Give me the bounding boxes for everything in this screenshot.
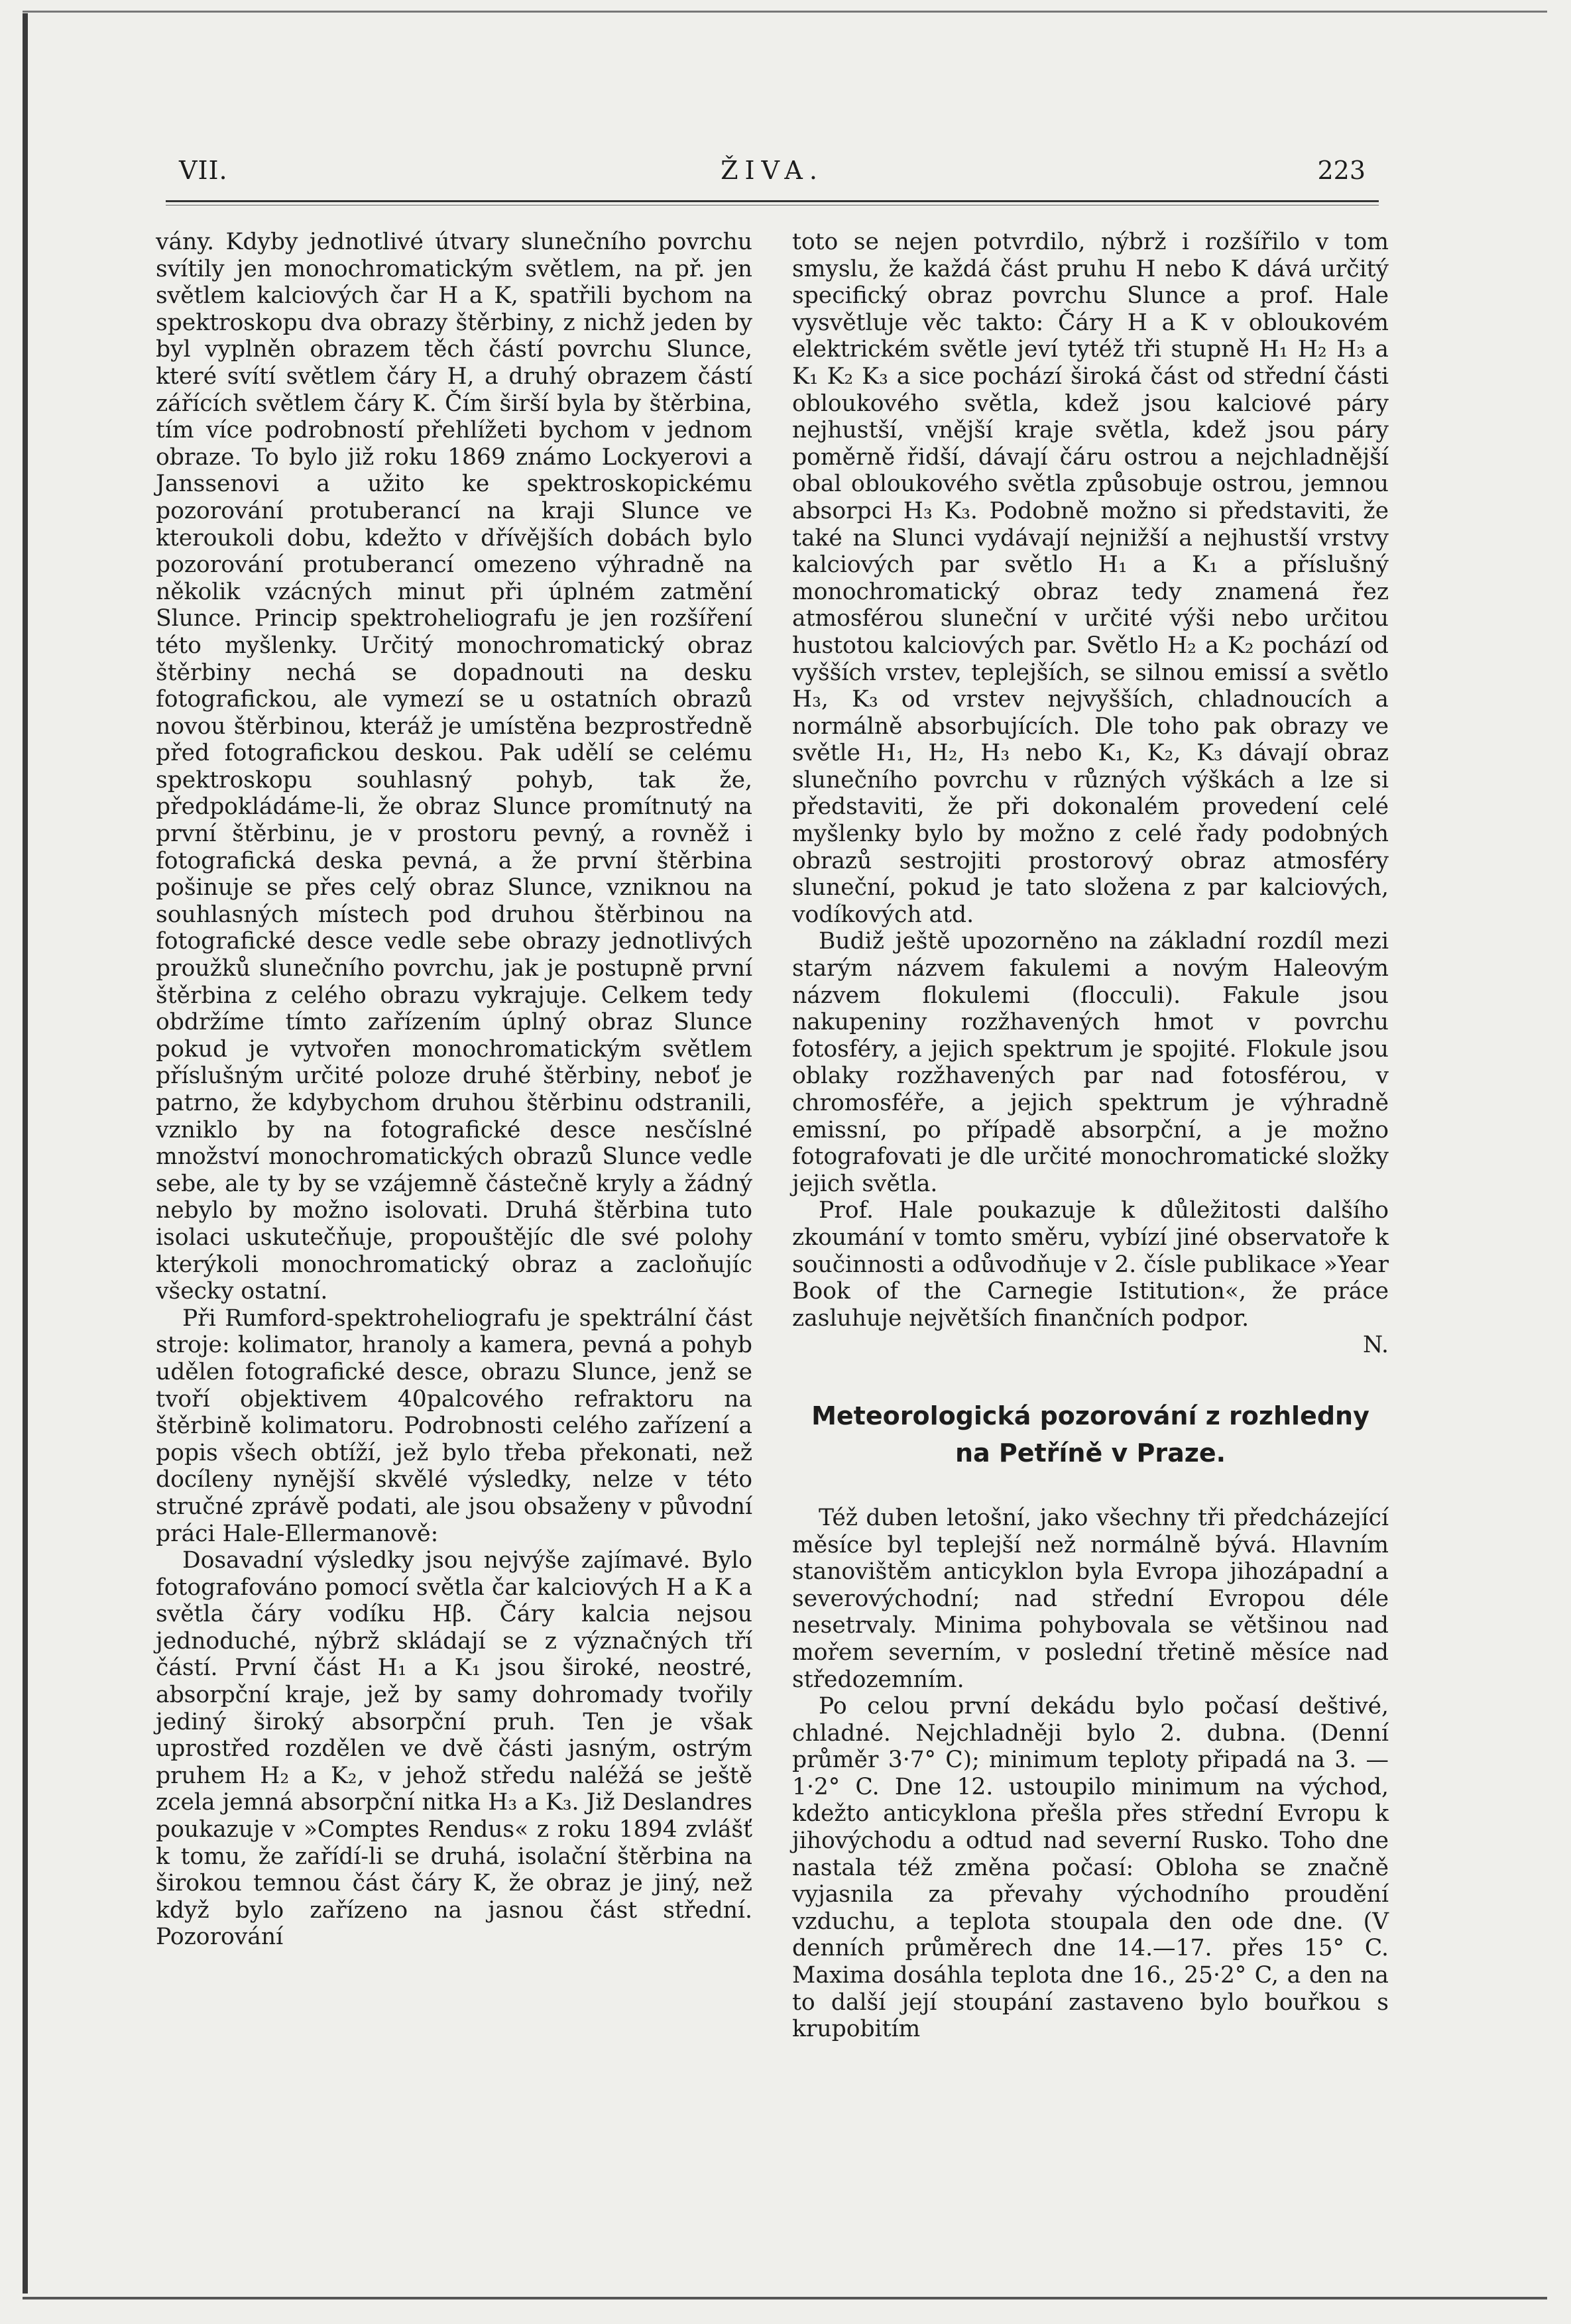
paragraph: Dosavadní výsledky jsou nejvýše zajímavé. Bylo fotografováno pomocí světla čar kalciových H a K a světla čáry vodíku Hβ. Čáry kalcia nejsou jednoduché, nýbrž skládají se z význačných tří částí. První část H₁ a K₁ jsou široké, neostré, absorpční kraje, jež by samy dohromady tvořily jediný široký absorpční pruh. Ten je však uprostřed rozdělen ve dvě části jasným, ostrým pruhem H₂ a K₂, v jehož středu naléžá se ještě zcela jemná absorpční nitka H₃ a K₃. Již Deslandres poukazuje v »Comptes Rendus« z roku 1894 zvlášť k tomu, že zařídí-li se druhá, isolační štěrbina na širokou temnou část čáry K, že obraz je jiný, než když bylo zařízeno na jasnou část střední. Pozorování bbox=[156, 1547, 752, 1951]
page-edge-top bbox=[23, 11, 1547, 13]
page-number: 223 bbox=[1317, 156, 1366, 185]
left-column bbox=[156, 229, 752, 1951]
paragraph: Po celou první dekádu bylo počasí deštivé, chladné. Nejchladněji bylo 2. dubna. (Denní průměr 3·7° C); minimum teploty připadá na 3. —1·2° C. Dne 12. ustoupilo minimum na východ, kdežto anticyklona přešla přes střední Evropu k jihovýchodu a odtud nad severní Rusko. Toho dne nastala též změna počasí: Obloha se značně vyjasnila za převahy východního proudění vzduchu, a teplota stoupala den ode dne. (V denních průměrech dne 14.—17. přes 15° C. Maxima dosáhla teplota dne 16., 25·2° C, a den na to další její stoupání zastaveno bylo bouřkou s krupobitím bbox=[792, 1693, 1389, 2043]
journal-title: ŽIVA. bbox=[721, 156, 824, 185]
paragraph: Též duben letošní, jako všechny tři předcházející měsíce byl teplejší než normálně bývá. Hlavním stanovištěm anticyklon byla Evropa jihozápadní a severovýchodní; nad střední Evropou déle nesetrvaly. Minima pohybovala se většinou nad mořem severním, v poslední třetině měsíce nad středozemním. bbox=[792, 1504, 1389, 1693]
header-rule bbox=[166, 200, 1379, 202]
author-signature: N. bbox=[1363, 1332, 1389, 1359]
volume-number: VII. bbox=[179, 156, 228, 185]
running-header bbox=[166, 156, 1379, 196]
section-heading: Meteorologická pozorování z rozhledny na Petříně v Praze. bbox=[811, 1401, 1369, 1468]
paragraph: Budiž ještě upozorněno na základní rozdíl mezi starým názvem fakulemi a novým Haleovým názvem flokulemi (flocculi). Fakule jsou nakupeniny rozžhavených hmot v povrchu fotosféry, a jejich spektrum je spojité. Flokule jsou oblaky rozžhavených par nad fotosférou, v chromosféře, a jejich spektrum je výhradně emissní, po případě absorpční, a je možno fotografovati je dle určité monochromatické složky jejich světla. bbox=[792, 928, 1389, 1197]
paragraph: vány. Kdyby jednotlivé útvary slunečního povrchu svítily jen monochromatickým světlem, na př. jen světlem kalciových čar H a K, spatřili bychom na spektroskopu dva obrazy štěrbiny, z nichž jeden by byl vyplněn obrazem těch částí povrchu Slunce, které svítí světlem čáry H, a druhý obrazem částí zářících světlem čáry K. Čím širší byla by štěrbina, tím více podrobností přehlížeti bychom v jednom obraze. To bylo již roku 1869 známo Lockyerovi a Janssenovi a užito ke spektroskopickému pozorování protuberancí na kraji Slunce ve kteroukoli dobu, kdežto v dřívějších dobách bylo pozorování protuberancí omezeno výhradně na několik vzácných minut při úplném zatmění Slunce. Princip spektroheliografu je jen rozšíření této myšlenky. Určitý monochromatický obraz štěrbiny nechá se dopadnouti na desku fotografickou, ale vymezí se u ostatních obrazů novou štěrbinou, kteráž je umístěna bezprostředně před fotografickou deskou. Pak udělí se celému spektroskopu souhlasný pohyb, tak že, předpokládáme-li, že obraz Slunce promítnutý na první štěrbinu, je v prostoru pevný, a rovněž i fotografická deska pevná, a že první štěrbina pošinuje se přes celý obraz Slunce, vzniknou na souhlasných místech pod druhou štěrbinou na fotografické desce vedle sebe obrazy jednotlivých proužků slunečního povrchu, jak je postupně první štěrbina z celého obrazu vykrajuje. Celkem tedy obdržíme tímto zařízením úplný obraz Slunce pokud je vytvořen monochromatickým světlem příslušným určité poloze druhé štěrbiny, neboť je patrno, že kdybychom druhou štěrbinu odstranili, vzniklo by na fotografické desce nesčíslné množství monochromatických obrazů Slunce vedle sebe, ale ty by se vzájemně částečně kryly a žádný nebylo by možno isolovati. Druhá štěrbina tuto isolaci uskutečňuje, propouštějíc dle své polohy kterýkoli monochromatický obraz a zacloňujíc všecky ostatní. bbox=[156, 229, 752, 1305]
right-column bbox=[792, 229, 1389, 2043]
paragraph: toto se nejen potvrdilo, nýbrž i rozšířilo v tom smyslu, že každá část pruhu H nebo K dává určitý specifický obraz povrchu Slunce a prof. Hale vysvětluje věc takto: Čáry H a K v obloukovém elektrickém světle jeví tytéž tři stupně H₁ H₂ H₃ a K₁ K₂ K₃ a sice pochází široká část od střední části obloukového světla, kdež jsou kalciové páry nejhustší, vnější kraje světla, kdež jsou páry poměrně řidší, dávají čáru ostrou a nejchladnější obal obloukového světla způsobuje ostrou, jemnou absorpci H₃ K₃. Podobně možno si představiti, že také na Slunci vydávají nejnižší a nejhustší vrstvy kalciových par světlo H₁ a K₁ a příslušný monochromatický obraz tedy znamená řez atmosférou sluneční v určité výši nebo určitou hustotou kalciových par. Světlo H₂ a K₂ pochází od vyšších vrstev, teplejších, se silnou emissí a světlo H₃, K₃ od vrstev nejvyšších, chladnoucích a normálně absorbujících. Dle toho pak obrazy ve světle H₁, H₂, H₃ nebo K₁, K₂, K₃ dávají obraz slunečního povrchu v různých výškách a lze si představiti, že při dokonalém provedení celé myšlenky bylo by možno z celé řady podobných obrazů sestrojiti prostorový obraz atmosféry sluneční, pokud je tato složena z par kalciových, vodíkových atd. bbox=[792, 229, 1389, 928]
page-edge bbox=[23, 13, 28, 2294]
paragraph: Při Rumford-spektroheliografu je spektrální část stroje: kolimator, hranoly a kamera, pevná a pohyb udělen fotografické desce, obrazu Slunce, jenž se tvoří objektivem 40palcového refraktoru na štěrbině kolimatoru. Podrobnosti celého zařízení a popis všech obtíží, jež bylo třeba překonati, než docíleny nynější skvělé výsledky, nelze v této stručné zprávě podati, ale jsou obsaženy v původní práci Hale-Ellermanově: bbox=[156, 1305, 752, 1547]
paragraph: Prof. Hale poukazuje k důležitosti dalšího zkoumání v tomto směru, vybízí jiné observatoře k součinnosti a odůvodňuje v 2. čísle publikace »Year Book of the Carnegie Istitution«, že práce zasluhuje největších finančních podpor. bbox=[792, 1197, 1389, 1332]
page-edge-bottom bbox=[23, 2297, 1547, 2299]
